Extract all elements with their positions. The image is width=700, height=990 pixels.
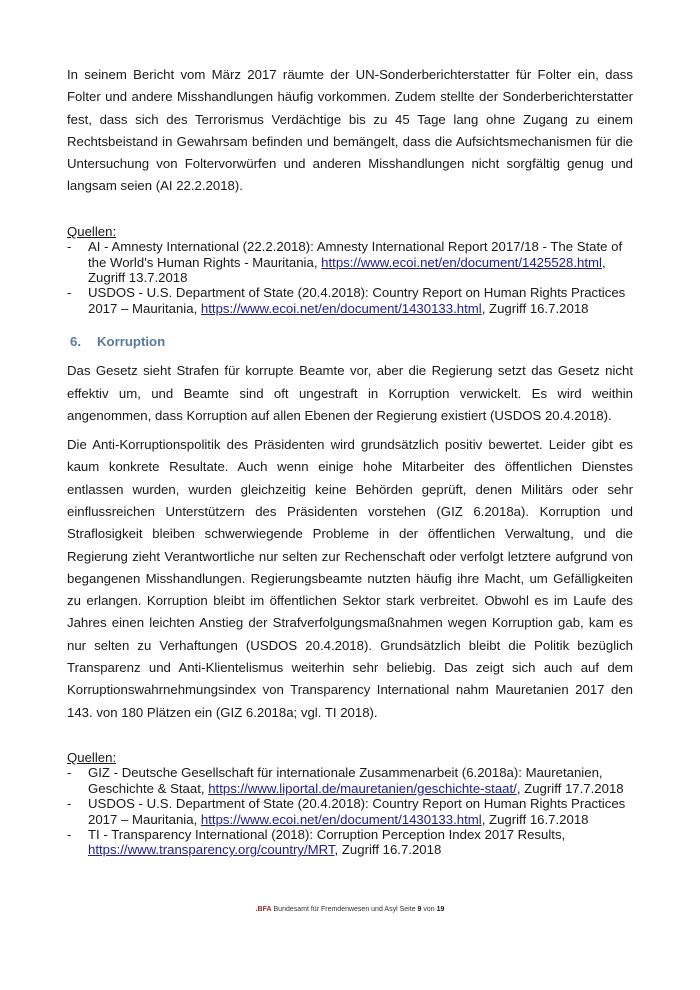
source-link[interactable]: https://www.ecoi.net/en/document/1425528.html [321, 254, 602, 270]
source-link[interactable]: https://www.liportal.de/mauretanien/geschichte-staat/ [208, 780, 517, 796]
sources-block-2 [67, 750, 633, 858]
source-text: GIZ - Deutsche Gesellschaft für internationale Zusammenarbeit (6.2018a): Mauretanien, Geschichte & Staat, [88, 765, 603, 796]
source-access: , Zugriff 16.7.2018 [481, 300, 589, 316]
sources-list [67, 239, 633, 316]
list-dash: - [67, 285, 72, 301]
source-text: AI - Amnesty International (22.2.2018): Amnesty International Report 2017/18 - The State of the World's Human Rights - Mauritania, [88, 239, 623, 270]
source-access: , Zugriff 16.7.2018 [481, 811, 589, 827]
source-text: USDOS - U.S. Department of State (20.4.2018): Country Report on Human Rights Practices 2017 – Mauritania, [88, 285, 626, 316]
sources-title: Quellen: [67, 223, 117, 239]
source-text: TI - Transparency International (2018): Corruption Perception Index 2017 Results, [88, 827, 566, 842]
source-link[interactable]: https://www.ecoi.net/en/document/1430133.html [200, 811, 482, 827]
bfa-logo: .BFA [255, 906, 272, 913]
source-item [67, 796, 633, 827]
source-access: , Zugriff 16.7.2018 [334, 842, 442, 858]
list-dash: - [67, 239, 72, 255]
source-item [67, 285, 633, 316]
source-text: USDOS - U.S. Department of State (20.4.2018): Country Report on Human Rights Practices 2017 – Mauritania, [88, 796, 626, 827]
sources-title: Quellen: [67, 749, 117, 765]
source-item [67, 765, 633, 796]
page-number: 9 [417, 906, 422, 913]
source-item [67, 239, 633, 285]
section-heading [67, 331, 633, 353]
page-footer [0, 906, 700, 913]
sources-list [67, 765, 633, 857]
list-dash: - [67, 827, 72, 842]
list-dash: - [67, 765, 72, 781]
intro-paragraph: In seinem Bericht vom März 2017 räumte der UN-Sonderberichterstatter für Folter ein, dass Folter und andere Misshandlungen häufig vorkommen. Zudem stellte der Sonderberichterstatter fest, dass sich des Terrorismus Verdächtige bis zu 45 Tage lang ohne Zugang zu einem Rechtsbeistand in Gewahrsam befinden und bemängelt, dass die Aufsichtsmechanismen für die Untersuchung von Foltervorwürfen und anderen Misshandlungen nicht sorgfältig genug und langsam seien (AI 22.2.2018). [67, 67, 633, 194]
list-dash: - [67, 796, 72, 812]
document-page [67, 64, 633, 858]
source-access: , Zugriff 17.7.2018 [516, 780, 624, 796]
source-link[interactable]: https://www.ecoi.net/en/document/1430133.html [200, 300, 482, 316]
sources-block-1 [67, 224, 633, 316]
corruption-paragraph-1: Das Gesetz sieht Strafen für korrupte Beamte vor, aber die Regierung setzt das Gesetz nicht effektiv um, und Beamte sind oft ungestraft in Korruption verwickelt. Es wird weithin angenommen, dass Korruption auf allen Ebenen der Regierung existiert (USDOS 20.4.2018). [67, 363, 633, 423]
corruption-paragraph-2: Die Anti-Korruptionspolitik des Präsidenten wird grundsätzlich positiv bewertet. Leider gibt es kaum konkrete Resultate. Auch wenn einige hohe Mitarbeiter des öffentlichen Dienstes entlassen wurden, wurden gleichzeitig keine Behörden geprüft, denen Militärs oder sehr einflussreichen Unterstützern des Präsidenten vorstehen (GIZ 6.2018a). Korruption und Straflosigkeit bleiben schwerwiegende Probleme in der öffentlichen Verwaltung, und die Regierung zieht Verantwortliche nur selten zur Rechenschaft oder verfolgt letztere aufgrund von begangenen Misshandlungen. Regierungsbeamte nutzten häufig ihre Macht, um Gefälligkeiten zu erlangen. Korruption bleibt im öffentlichen Sektor stark verbreitet. Obwohl es im Laufe des Jahres einen leichten Anstieg der Strafverfolgungsmaßnahmen wegen Korruption gab, kam es nur selten zu Verhaftungen (USDOS 20.4.2018). Grundsätzlich bleibt die Politik bezüglich Transparenz und Anti-Klientelismus weiterhin sehr beliebig. Das zeigt sich auch auf dem Korruptionswahrnehmungsindex von Transparency International nahm Mauretanien 2017 den 143. von 180 Plätzen ein (GIZ 6.2018a; vgl. TI 2018). [67, 437, 633, 720]
footer-text: Bundesamt für Fremdenwesen und Asyl Seite [271, 906, 418, 913]
source-link[interactable]: https://www.transparency.org/country/MRT [88, 842, 335, 858]
source-access: , Zugriff 13.7.2018 [88, 254, 606, 285]
page-total: 19 [436, 906, 445, 913]
section-number: 6. [70, 334, 81, 350]
source-item [67, 827, 633, 858]
footer-of: von [421, 906, 437, 913]
section-title: Korruption [97, 334, 166, 350]
